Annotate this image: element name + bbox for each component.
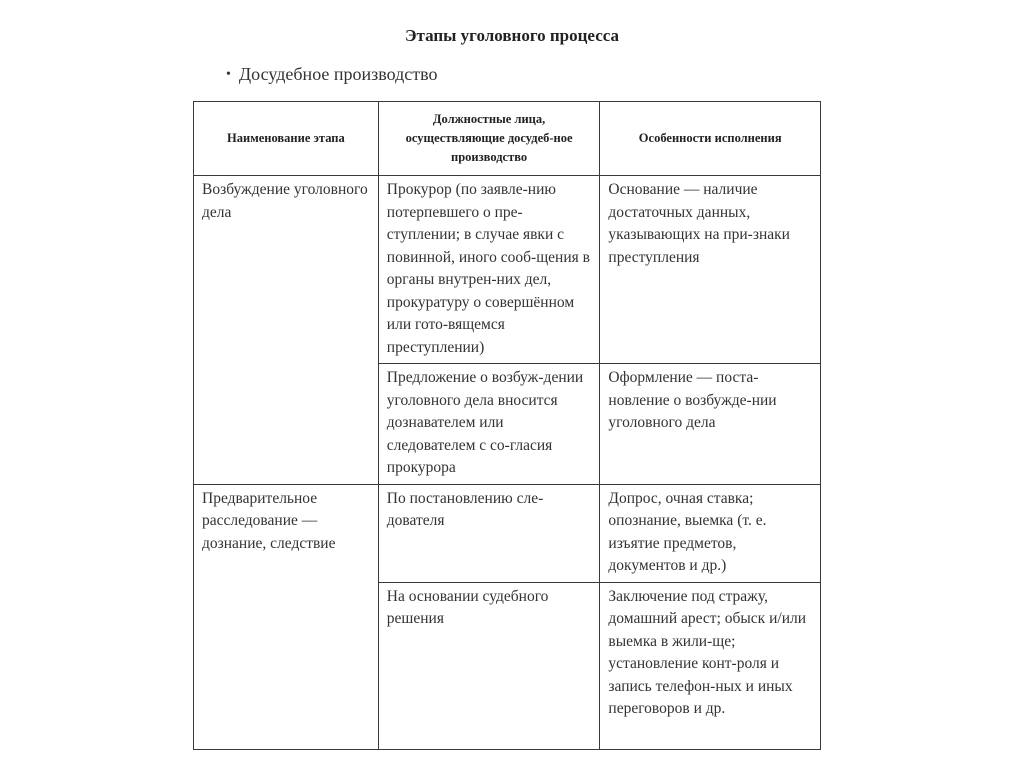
header-stage-name: Наименование этапа [194,102,379,176]
officials-cell: На основании судебного решения [378,582,600,749]
officials-cell: По постановлению сле-дователя [378,484,600,582]
section-heading [226,64,438,85]
header-officials: Должностные лица, осуществляющие досудеб-ное производство [378,102,600,176]
officials-cell: Предложение о возбуж-дении уголовного дела вносится дознавателем или следователем с со-гласия прокурора [378,364,600,485]
stages-table [193,101,821,750]
features-cell: Заключение под стражу, домашний арест; обыск и/или выемка в жили-ще; установление конт-роля и запись телефон-ных и иных переговоров и др. [600,582,821,749]
stage-name-cell: Предварительное расследование — дознание, следствие [194,484,379,749]
table-row [194,484,821,582]
officials-cell: Прокурор (по заявле-нию потерпевшего о пре-ступлении; в случае явки с повинной, иного сооб-щения в органы внутрен-них дел, прокуратуру о совершённом или гото-вящемся преступлении) [378,176,600,364]
page-title: Этапы уголовного процесса [405,26,619,45]
table-row [194,176,821,364]
table-header-row [194,102,821,176]
features-cell: Основание — наличие достаточных данных, указывающих на при-знаки преступления [600,176,821,364]
stage-name-cell: Возбуждение уголовного дела [194,176,379,485]
section-heading-text: Досудебное производство [238,64,438,84]
header-features: Особенности исполнения [600,102,821,176]
bullet-icon: • [226,67,231,82]
features-cell: Допрос, очная ставка; опознание, выемка (т. е. изъятие предметов, документов и др.) [600,484,821,582]
features-cell: Оформление — поста-новление о возбужде-нии уголовного дела [600,364,821,485]
